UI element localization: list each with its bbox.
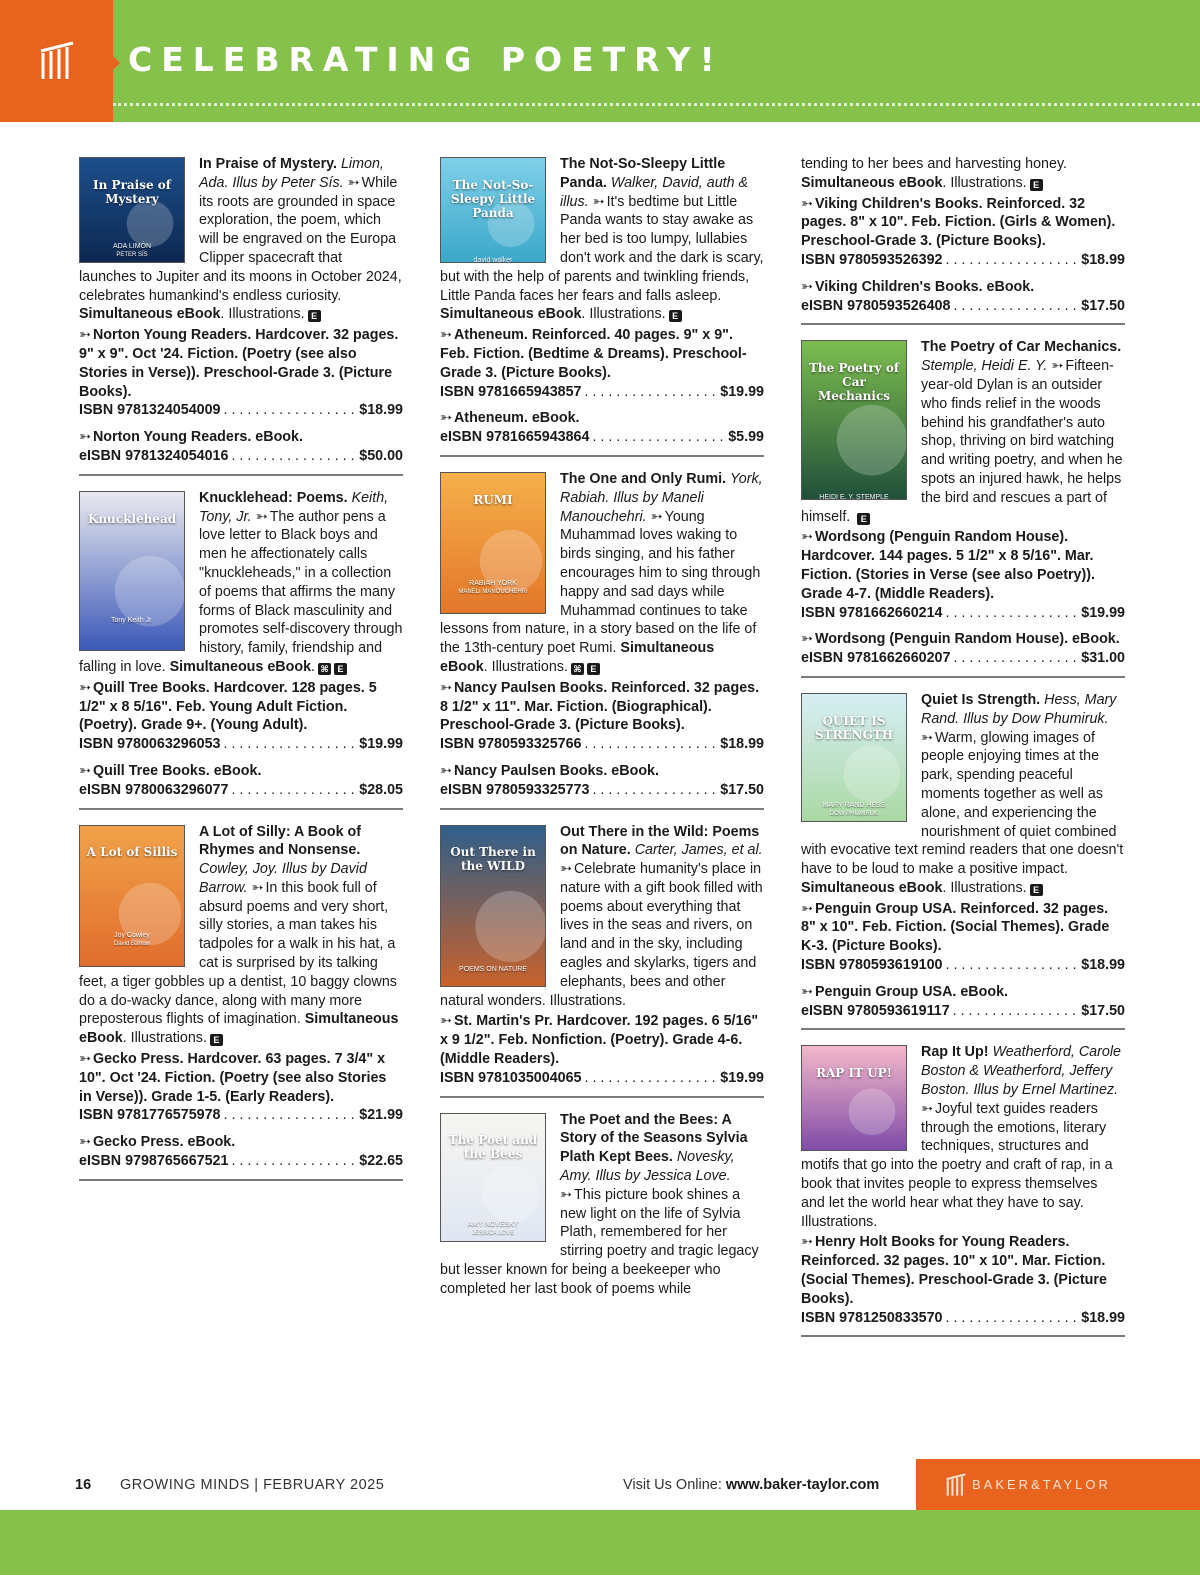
edition-details xyxy=(440,326,764,382)
simultaneous-ebook-label: Simultaneous eBook xyxy=(801,174,943,191)
edition-details xyxy=(79,428,403,447)
edition-details xyxy=(801,900,1125,956)
book-entry xyxy=(801,1043,1125,1337)
cover-author: RABIAH YORK xyxy=(469,579,517,587)
edition-details xyxy=(801,1233,1125,1308)
isbn-price-row xyxy=(79,447,403,466)
arrow-icon: ➳ xyxy=(79,1134,88,1151)
book-title: Rap It Up! xyxy=(921,1044,989,1061)
cover-illustrator: DOW PHUMIRUK xyxy=(829,810,879,817)
cover-title: A Lot of Sillis xyxy=(86,845,178,860)
edition-line: Quill Tree Books. eBook. xyxy=(92,762,262,779)
simultaneous-ebook-label: Simultaneous eBook xyxy=(440,306,582,323)
isbn-number: eISBN 9780593619117 xyxy=(801,1002,950,1019)
cover-author: Joy Cowley xyxy=(114,932,150,940)
isbn-number: eISBN 9798765667521 xyxy=(79,1153,229,1170)
dot-leader xyxy=(953,649,1078,668)
cover-title: The Not-So-Sleepy Little Panda xyxy=(450,177,536,220)
isbn-price-row xyxy=(801,1002,1125,1021)
arrow-icon: ➳ xyxy=(801,1234,810,1251)
price: $19.99 xyxy=(1081,604,1125,621)
arrow-icon: ➳ xyxy=(650,508,660,525)
edition-line: St. Martin's Pr. Hardcover. 192 pages. 6 5/16" x 9 1/2". Feb. Nonfiction. (Poetry). Grade 4-6. (Middle Readers). xyxy=(440,1013,759,1068)
price: $19.99 xyxy=(720,1069,764,1086)
cover-title: In Praise of Mystery xyxy=(93,177,171,206)
ebook-format-icon: E xyxy=(308,310,321,322)
book-cover-image xyxy=(79,491,185,651)
dot-leader xyxy=(946,956,1079,975)
edition-details xyxy=(79,762,403,781)
book-cover-image xyxy=(440,157,546,263)
arrow-icon: ➳ xyxy=(440,410,449,427)
edition-line: Wordsong (Penguin Random House). Hardcover. 144 pages. 5 1/2" x 8 5/16". Mar. Fiction. (Stories in Verse (see also Poetry)). Grade 4-7. (Middle Readers). xyxy=(801,529,1095,602)
isbn-number: eISBN 9780063296077 xyxy=(79,781,229,798)
ebook-format-icon: E xyxy=(1030,179,1043,191)
summary-tail: . Illustrations. xyxy=(483,658,568,675)
edition-details xyxy=(801,278,1125,297)
book-summary: Joyful text guides readers through the emotions, literary techniques, structures and motifs that go into the poetry and craft of rap, in a book that invites people to express themselves and let the world hear what they have to say. Illustrations. xyxy=(801,1100,1113,1230)
book-author: Carter, James, et al. xyxy=(634,842,763,859)
price: $17.50 xyxy=(720,781,764,798)
book-summary: Fifteen-year-old Dylan is an outsider who finds relief in the woods behind his grandfather's auto shop, thriving on bird watching and writing poetry, and when he spots an injured hawk, he helps the bird and rescues a part of himself. xyxy=(801,358,1123,525)
isbn-number: eISBN 9780593526408 xyxy=(801,297,951,314)
isbn-number: ISBN 9781662660214 xyxy=(801,604,943,621)
logo-pillars-icon xyxy=(37,39,77,83)
book-author: York, Rabiah. Illus by Maneli Manouchehri. xyxy=(560,470,763,525)
edition-line: Norton Young Readers. Hardcover. 32 pages. 9" x 9". Oct '24. Fiction. (Poetry (see also Stories in Verse)). Preschool-Grade 3. (Picture Books). xyxy=(79,327,399,400)
arrow-icon: ➳ xyxy=(1051,358,1061,375)
column-3 xyxy=(801,155,1125,1350)
cover-author: AMY NOVESKY xyxy=(467,1221,519,1229)
book-entry xyxy=(801,691,1125,1031)
audio-format-icon: ⌘ xyxy=(571,663,584,675)
arrow-icon: ➳ xyxy=(79,429,88,446)
isbn-price-row xyxy=(440,781,764,800)
arrow-icon: ➳ xyxy=(79,327,88,344)
book-entry xyxy=(440,470,764,810)
isbn-price-row xyxy=(79,1152,403,1171)
website-link[interactable]: www.baker-taylor.com xyxy=(725,1477,880,1493)
book-entry xyxy=(440,1111,764,1309)
cover-author: HEIDI E. Y. STEMPLE xyxy=(819,494,889,501)
isbn-price-row xyxy=(801,297,1125,316)
book-entry xyxy=(440,823,764,1098)
book-author: Weatherford, Carole Boston & Weatherford, Jeffery Boston. Illus by Ernel Martinez. xyxy=(921,1044,1121,1099)
edition-details xyxy=(801,983,1125,1002)
cover-title: RAP IT UP! xyxy=(816,1066,892,1081)
simultaneous-ebook-label: Simultaneous eBook xyxy=(440,640,715,675)
edition-line: Penguin Group USA. Reinforced. 32 pages. 8" x 10". Feb. Fiction. (Social Themes). Grade K-3. (Picture Books). xyxy=(801,900,1110,955)
book-summary: The author pens a love letter to Black boys and men he affectionately calls "knuckleheads," in a collection of poems that affirms the many forms of Black masculinity and promotes self-discovery through history, family, friendship and falling in love. xyxy=(79,508,403,675)
dot-leader xyxy=(231,447,356,466)
audio-format-icon: ⌘ xyxy=(318,663,331,675)
simultaneous-ebook-label: Simultaneous eBook xyxy=(801,879,943,896)
price: $18.99 xyxy=(720,736,764,753)
cover-author: POEMS ON NATURE xyxy=(459,966,527,974)
magazine-issue: GROWING MINDS | FEBRUARY 2025 xyxy=(120,1477,385,1493)
isbn-number: eISBN 9781324054016 xyxy=(79,447,229,464)
isbn-price-row xyxy=(801,604,1125,623)
book-cover-image xyxy=(801,693,907,822)
isbn-price-row xyxy=(79,401,403,420)
cover-illustrator: MANELI MANOUCHEHRI xyxy=(458,588,528,595)
ebook-format-icon: E xyxy=(210,1034,223,1046)
cover-title: Out There in the WILD xyxy=(450,845,536,874)
arrow-icon: ➳ xyxy=(801,278,810,295)
isbn-number: ISBN 9781665943857 xyxy=(440,383,582,400)
book-title: Out There in the Wild: Poems on Nature. xyxy=(560,823,760,859)
price: $31.00 xyxy=(1081,650,1125,667)
arrow-icon: ➳ xyxy=(592,193,602,210)
book-author: Walker, David, auth & illus. xyxy=(560,174,749,210)
book-title: The Not-So-Sleepy Little Panda. xyxy=(560,156,726,191)
arrow-icon: ➳ xyxy=(440,1013,449,1030)
arrow-icon: ➳ xyxy=(801,195,810,212)
page-header xyxy=(0,0,1200,122)
arrow-icon: ➳ xyxy=(79,679,88,696)
book-entry xyxy=(801,338,1125,678)
dot-leader xyxy=(585,383,718,402)
simultaneous-ebook-label: Simultaneous eBook xyxy=(79,306,221,323)
price: $18.99 xyxy=(1081,251,1125,268)
edition-line: Viking Children's Books. eBook. xyxy=(814,278,1035,295)
price: $18.99 xyxy=(1081,1309,1125,1326)
book-description xyxy=(801,155,1125,193)
dot-leader xyxy=(224,735,357,754)
isbn-number: eISBN 9781662660207 xyxy=(801,650,951,667)
edition-line: Nancy Paulsen Books. eBook. xyxy=(453,762,659,779)
summary-tail: . Illustrations. xyxy=(581,306,666,323)
book-summary: This picture book shines a new light on the life of Sylvia Plath, remembered for her stirring poetry and tragic legacy but lesser known for being a beekeeper who completed her last book of poems while xyxy=(440,1186,759,1297)
isbn-number: ISBN 9781035004065 xyxy=(440,1069,582,1086)
book-cover-image xyxy=(79,825,185,967)
page-number: 16 xyxy=(75,1477,92,1493)
book-entry xyxy=(79,823,403,1181)
isbn-number: ISBN 9781324054009 xyxy=(79,402,221,419)
book-author: Cowley, Joy. Illus by David Barrow. xyxy=(199,861,367,896)
isbn-price-row xyxy=(440,735,764,754)
arrow-icon: ➳ xyxy=(251,879,261,896)
book-summary: Warm, glowing images of people enjoying times at the park, spending peaceful moments together as well as alone, and experiencing the nourishment of quiet combined with evocative text remind readers that one doesn't have to be loud to make a positive impact. xyxy=(801,729,1124,878)
book-title: The One and Only Rumi. xyxy=(560,470,727,487)
dot-leader xyxy=(224,1106,357,1125)
isbn-number: ISBN 9781250833570 xyxy=(801,1309,943,1326)
book-cover-image xyxy=(440,1113,546,1242)
price: $18.99 xyxy=(1081,957,1125,974)
arrow-icon: ➳ xyxy=(347,174,357,191)
edition-line: Nancy Paulsen Books. Reinforced. 32 pages. 8 1/2" x 11". Mar. Fiction. (Biographical). Preschool-Grade 3. (Picture Books). xyxy=(440,679,760,734)
isbn-number: ISBN 9780593619100 xyxy=(801,957,943,974)
book-cover-image xyxy=(440,825,546,987)
edition-details xyxy=(79,326,403,401)
price: $50.00 xyxy=(359,447,403,464)
price: $17.50 xyxy=(1081,1002,1125,1019)
book-title: A Lot of Silly: A Book of Rhymes and Nonsense. xyxy=(199,823,362,859)
arrow-icon: ➳ xyxy=(560,1186,569,1203)
dot-leader xyxy=(231,1152,356,1171)
isbn-price-row xyxy=(801,956,1125,975)
arrow-icon: ➳ xyxy=(560,861,569,878)
arrow-icon: ➳ xyxy=(255,508,265,525)
ebook-format-icon: E xyxy=(669,310,682,322)
footer-logo-icon xyxy=(944,1472,968,1498)
isbn-number: eISBN 9780593325773 xyxy=(440,781,590,798)
book-entry xyxy=(440,155,764,457)
arrow-icon: ➳ xyxy=(440,679,449,696)
isbn-price-row xyxy=(440,428,764,447)
summary-tail: . Illustrations. xyxy=(942,174,1027,191)
book-summary: It's bedtime but Little Panda wants to stay awake as her bed is too lumpy, lullabies don't work and the dark is scary, but with the help of parents and twinkling friends, Little Panda faces her fears and falls asleep. xyxy=(440,193,764,304)
book-title: The Poet and the Bees: A Story of the Seasons Sylvia Plath Kept Bees. xyxy=(560,1111,748,1166)
price: $18.99 xyxy=(359,402,403,419)
book-author: Limon, Ada. Illus by Peter Sís. xyxy=(199,156,384,191)
book-cover-image xyxy=(79,157,185,263)
page-title: CELEBRATING POETRY! xyxy=(128,40,724,79)
edition-details xyxy=(801,528,1125,603)
edition-details xyxy=(440,1012,764,1068)
price: $28.05 xyxy=(359,781,403,798)
edition-details xyxy=(440,409,764,428)
cover-title: RUMI xyxy=(473,492,513,507)
continued-text: tending to her bees and harvesting honey. xyxy=(801,156,1068,172)
cover-author: david walker xyxy=(473,256,513,263)
edition-details xyxy=(79,1050,403,1106)
column-1 xyxy=(79,155,403,1194)
price: $19.99 xyxy=(720,383,764,400)
edition-line: Henry Holt Books for Young Readers. Reinforced. 32 pages. 10" x 10". Mar. Fiction. (Social Themes). Preschool-Grade 3. (Picture Books). xyxy=(801,1234,1107,1307)
edition-details xyxy=(79,1133,403,1152)
edition-details xyxy=(440,762,764,781)
summary-tail: . Illustrations. xyxy=(122,1030,207,1047)
edition-line: Viking Children's Books. Reinforced. 32 pages. 8" x 10". Feb. Fiction. (Girls & Women). Preschool-Grade 3. (Picture Books). xyxy=(801,195,1116,250)
ebook-format-icon: E xyxy=(857,513,870,525)
cover-illustrator: PETER SÍS xyxy=(116,251,148,258)
book-author: Hess, Mary Rand. Illus by Dow Phumiruk. xyxy=(921,691,1117,727)
book-title: Quiet Is Strength. xyxy=(921,691,1041,708)
cover-title: Knucklehead xyxy=(87,511,177,526)
edition-line: Penguin Group USA. eBook. xyxy=(814,983,1008,1000)
book-summary: Celebrate humanity's place in nature with a gift book filled with poems about everything that lives in the seas and rivers, on land and in the sky, including eagles and skylarks, tigers and elephants, bees and other natural wonders. Illustrations. xyxy=(440,861,763,1009)
summary-tail: . xyxy=(311,658,316,675)
book-author: Stemple, Heidi E. Y. xyxy=(921,358,1048,375)
book-entry xyxy=(79,155,403,476)
isbn-price-row xyxy=(801,649,1125,668)
edition-line: Norton Young Readers. eBook. xyxy=(92,429,303,446)
simultaneous-ebook-label: Simultaneous eBook xyxy=(79,1011,399,1047)
footer-bar xyxy=(0,1510,1200,1575)
arrow-icon: ➳ xyxy=(801,529,810,546)
price: $5.99 xyxy=(728,429,764,446)
dot-leader xyxy=(585,1069,718,1088)
cover-author: Tony Keith Jr. xyxy=(110,616,154,624)
edition-line: Atheneum. eBook. xyxy=(453,410,580,427)
isbn-number: ISBN 9780063296053 xyxy=(79,736,221,753)
arrow-icon: ➳ xyxy=(79,762,88,779)
book-cover-image xyxy=(440,472,546,614)
dot-leader xyxy=(953,1002,1079,1021)
edition-line: Wordsong (Penguin Random House). eBook. xyxy=(814,631,1120,648)
price: $19.99 xyxy=(359,736,403,753)
cover-author: MARY RAND HESS xyxy=(822,801,886,809)
cover-author: ADA LIMÓN xyxy=(112,242,152,250)
edition-line: Gecko Press. Hardcover. 63 pages. 7 3/4" x 10". Oct '24. Fiction. (Poetry (see also Stories in Verse)). Grade 1-5. (Early Readers). xyxy=(79,1051,387,1105)
dot-leader xyxy=(592,428,725,447)
isbn-number: ISBN 9780593526392 xyxy=(801,251,943,268)
book-title: In Praise of Mystery. xyxy=(199,156,337,172)
price: $21.99 xyxy=(359,1107,403,1124)
book-summary: While its roots are grounded in space exploration, the poem, which will be engraved on the Europa Clipper spacecraft that launches to Jupiter and its moons in October 2024, celebrates humankind's endless curiosity. xyxy=(79,174,402,304)
edition-details xyxy=(801,195,1125,251)
visit-online xyxy=(623,1477,879,1493)
book-author: Novesky, Amy. Illus by Jessica Love. xyxy=(560,1149,735,1185)
isbn-price-row xyxy=(79,1106,403,1125)
book-title: The Poetry of Car Mechanics. xyxy=(921,339,1122,356)
summary-tail: . Illustrations. xyxy=(220,306,305,323)
arrow-icon: ➳ xyxy=(801,983,810,1000)
isbn-price-row xyxy=(801,1309,1125,1328)
header-dotted-divider xyxy=(113,103,1200,106)
baker-taylor-logo xyxy=(0,0,113,122)
footer-brand-name: BAKER&TAYLOR xyxy=(972,1477,1111,1492)
cover-title: The Poet and the Bees xyxy=(448,1133,538,1162)
isbn-number: ISBN 9780593325766 xyxy=(440,736,582,753)
arrow-icon: ➳ xyxy=(79,1051,88,1068)
visit-label: Visit Us Online: xyxy=(623,1477,722,1493)
book-entry xyxy=(79,489,403,810)
dot-leader xyxy=(946,604,1079,623)
price: $22.65 xyxy=(359,1153,403,1170)
isbn-price-row xyxy=(801,251,1125,270)
simultaneous-ebook-label: Simultaneous eBook xyxy=(169,658,312,675)
cover-illustrator: David Barrow xyxy=(113,941,150,948)
book-summary: Young Muhammad loves waking to birds singing, and his father encourages him to sing through happy and sad days while Muhammad continues to take lessons from nature, in a story based on the life of the 13th-century poet Rumi. xyxy=(440,508,761,657)
arrow-icon: ➳ xyxy=(921,1100,930,1117)
isbn-price-row xyxy=(79,735,403,754)
dot-leader xyxy=(946,251,1079,270)
edition-line: Gecko Press. eBook. xyxy=(92,1134,236,1151)
dot-leader xyxy=(231,781,356,800)
book-cover-image xyxy=(801,1045,907,1151)
isbn-price-row xyxy=(79,781,403,800)
dot-leader xyxy=(946,1309,1079,1328)
ebook-format-icon: E xyxy=(1030,884,1043,896)
dot-leader xyxy=(224,401,357,420)
book-title: Knucklehead: Poems. xyxy=(199,489,348,506)
column-2 xyxy=(440,155,764,1322)
arrow-icon: ➳ xyxy=(440,327,449,344)
book-cover-image xyxy=(801,340,907,500)
arrow-icon: ➳ xyxy=(801,631,810,648)
book-summary: In this book full of absurd poems and very short, silly stories, a man takes his tadpoles for a walk in his hat, a cat is surprised by its talking feet, a tiger gobbles up a dentist, 10 baggy clowns do a do-wacky dance, along with many more preposterous flights of imagination. xyxy=(79,879,397,1028)
edition-details xyxy=(79,679,403,735)
price: $17.50 xyxy=(1081,297,1125,314)
cover-title: QUIET IS STRENGTH xyxy=(814,713,894,742)
cover-illustrator: JESSICA LOVE xyxy=(471,1230,515,1237)
cover-title: The Poetry of Car Mechanics xyxy=(809,361,899,404)
isbn-number: eISBN 9781665943864 xyxy=(440,429,590,446)
arrow-icon: ➳ xyxy=(440,762,449,779)
dot-leader xyxy=(953,297,1078,316)
isbn-price-row xyxy=(440,1069,764,1088)
edition-line: Quill Tree Books. Hardcover. 128 pages. 5 1/2" x 8 5/16". Feb. Young Adult Fiction. (Poetry). Grade 9+. (Young Adult). xyxy=(79,679,377,734)
edition-line: Atheneum. Reinforced. 40 pages. 9" x 9". Feb. Fiction. (Bedtime & Dreams). Preschool-Grade 3. (Picture Books). xyxy=(440,327,747,381)
isbn-price-row xyxy=(440,383,764,402)
book-entry xyxy=(801,155,1125,325)
edition-details xyxy=(440,679,764,735)
dot-leader xyxy=(592,781,717,800)
arrow-icon: ➳ xyxy=(801,900,810,917)
dot-leader xyxy=(585,735,718,754)
ebook-format-icon: E xyxy=(334,663,347,675)
isbn-number: ISBN 9781776575978 xyxy=(79,1107,221,1124)
arrow-icon: ➳ xyxy=(921,729,930,746)
book-author: Keith, Tony, Jr. xyxy=(199,489,389,525)
summary-tail: . Illustrations. xyxy=(942,879,1027,896)
ebook-format-icon: E xyxy=(587,663,600,675)
edition-details xyxy=(801,630,1125,649)
